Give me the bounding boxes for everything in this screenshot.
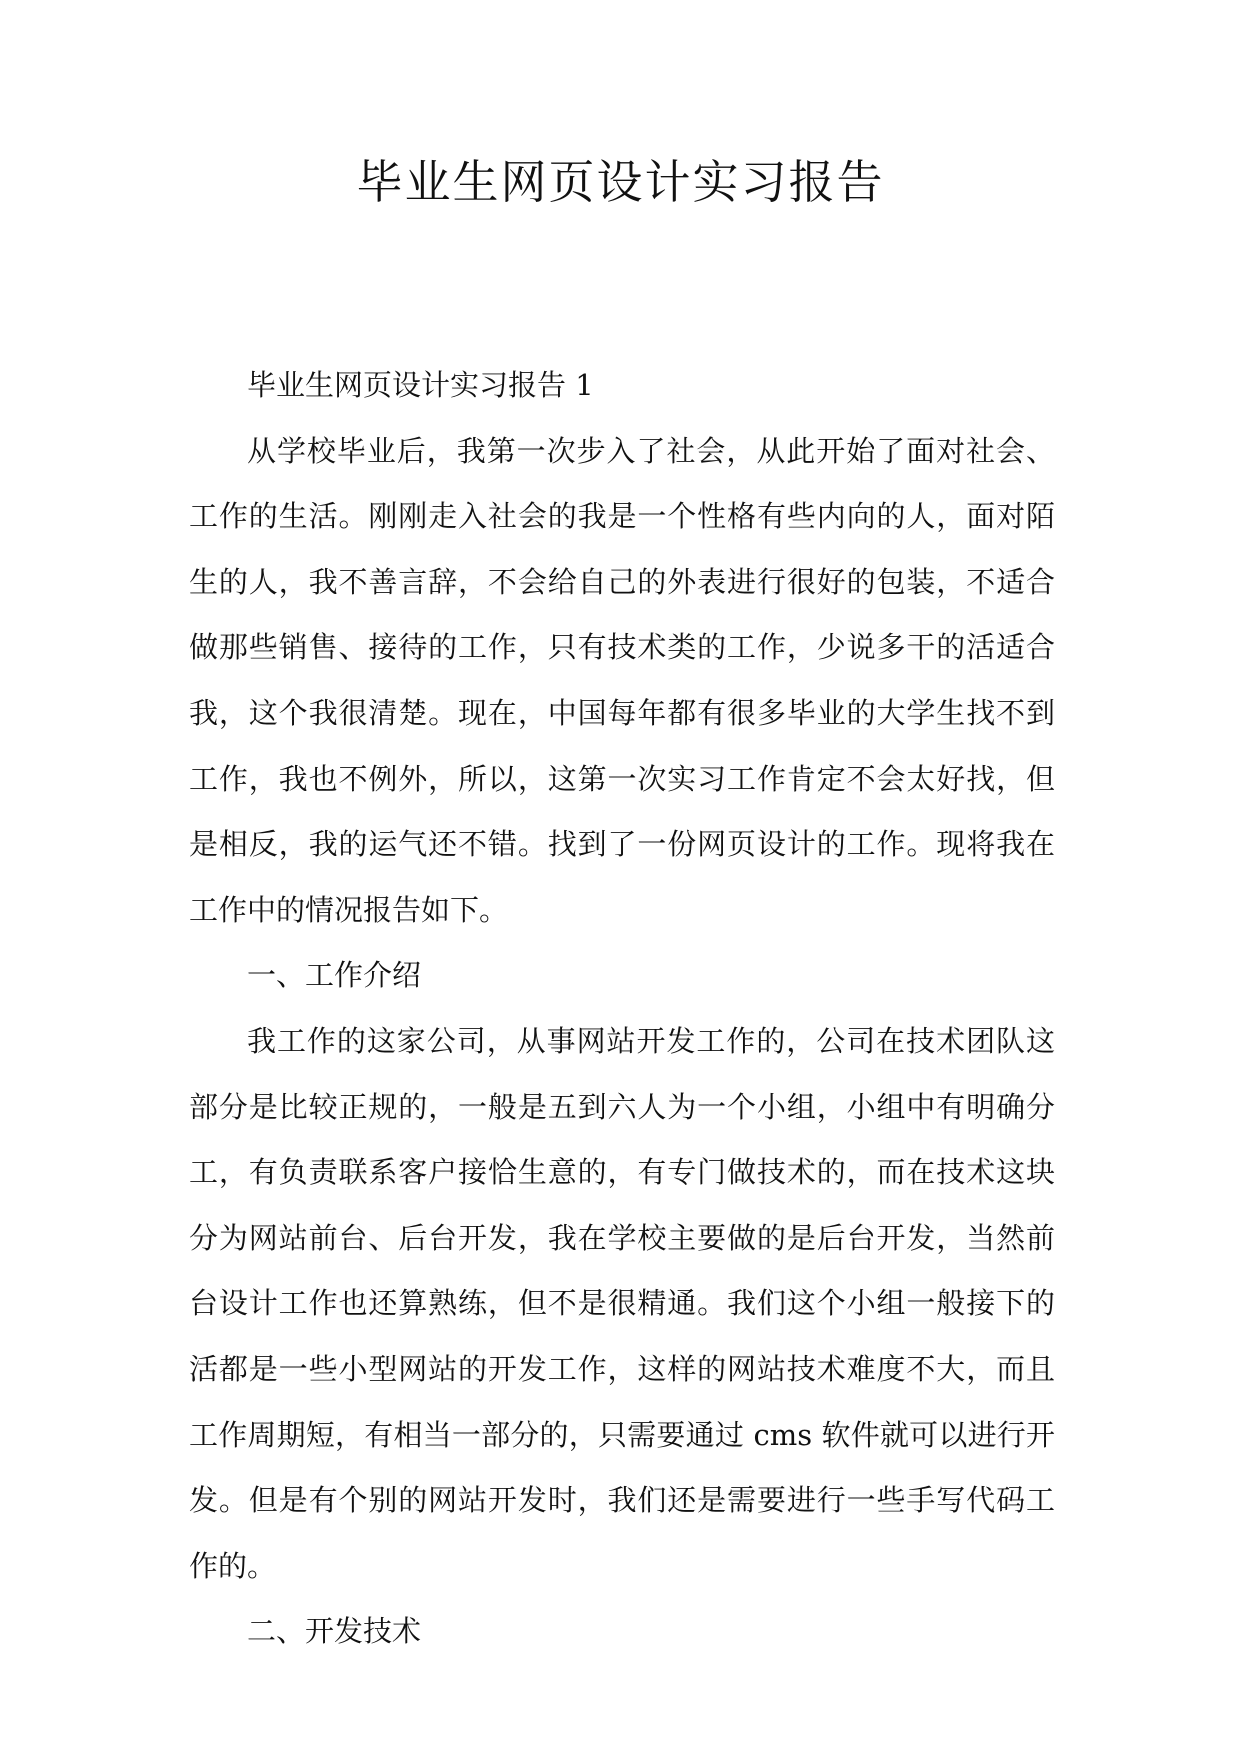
work-intro-paragraph: 我工作的这家公司，从事网站开发工作的，公司在技术团队这部分是比较正规的，一般是五到六人为一个小组，小组中有明确分工，有负责联系客户接恰生意的，有专门做技术的，而在技术这块分为网站前台、后台开发，我在学校主要做的是后台开发，当然前台设计工作也还算熟练，但不是很精通。我们这个小组一般接下的活都是一些小型网站的开发工作，这样的网站技术难度不大，而且工作周期短，有相当一部分的，只需要通过 cms 软件就可以进行开发。但是有个别的网站开发时，我们还是需要进行一些手写代码工作的。	[189, 1023, 1055, 1583]
document-body	[189, 353, 1055, 1665]
intro-paragraph: 从学校毕业后，我第一次步入了社会，从此开始了面对社会、工作的生活。刚刚走入社会的我是一个性格有些内向的人，面对陌生的人，我不善言辞，不会给自己的外表进行很好的包装，不适合做那些销售、接待的工作，只有技术类的工作，少说多干的活适合我，这个我很清楚。现在，中国每年都有很多毕业的大学生找不到工作，我也不例外，所以，这第一次实习工作肯定不会太好找，但是相反，我的运气还不错。找到了一份网页设计的工作。现将我在工作中的情况报告如下。	[189, 433, 1055, 927]
section-heading-dev-tech: 二、开发技术	[247, 1614, 422, 1649]
document-title: 毕业生网页设计实习报告	[356, 155, 885, 209]
section-heading-work-intro: 一、工作介绍	[247, 958, 422, 993]
report-subtitle: 毕业生网页设计实习报告 1	[247, 368, 594, 402]
